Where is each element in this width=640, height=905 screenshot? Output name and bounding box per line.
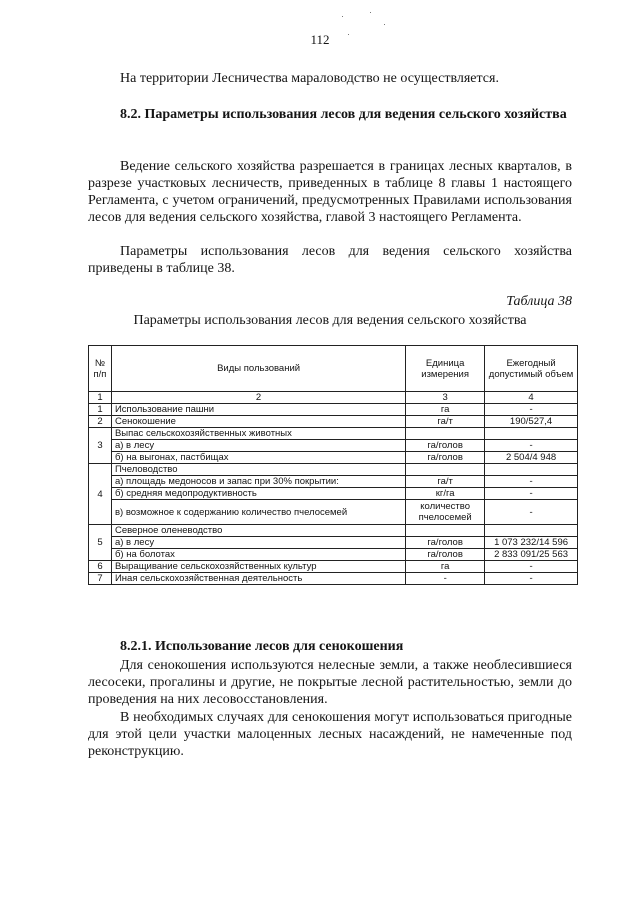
paragraph-haymaking-lands: Для сенокошения используются нелесные земли, а также необлесившиеся лесосеки, прогалины и другие, не покрытые лесной растительностью, земли до проведения на них лесовосстановления. — [88, 658, 572, 707]
row-value-empty — [485, 464, 578, 476]
index-cell: 4 — [485, 392, 578, 404]
row-name: Пчеловодство — [111, 464, 405, 476]
subrow-unit: га/голов — [406, 440, 485, 452]
row-value-empty — [485, 428, 578, 440]
header-unit: Единица измерения — [406, 346, 485, 392]
header-use-type: Виды пользований — [111, 346, 405, 392]
table-row — [89, 464, 578, 476]
row-value: - — [485, 573, 578, 585]
subrow-name: а) площадь медоносов и запас при 30% покрытии: — [111, 476, 405, 488]
table-subrow — [89, 488, 578, 500]
table-subrow — [89, 549, 578, 561]
table-subrow — [89, 500, 578, 525]
table-row — [89, 573, 578, 585]
table-row — [89, 416, 578, 428]
row-value: 190/527,4 — [485, 416, 578, 428]
section-heading-8-2-1: 8.2.1. Использование лесов для сенокошения — [120, 639, 404, 654]
agriculture-parameters-table — [88, 345, 578, 585]
row-value-empty — [485, 525, 578, 537]
row-number: 7 — [89, 573, 112, 585]
subrow-name: б) на выгонах, пастбищах — [111, 452, 405, 464]
table-subrow — [89, 537, 578, 549]
row-unit-empty — [406, 428, 485, 440]
subrow-name: б) на болотах — [111, 549, 405, 561]
table-subrow — [89, 440, 578, 452]
row-name: Сенокошение — [111, 416, 405, 428]
row-value: - — [485, 561, 578, 573]
row-number: 1 — [89, 404, 112, 416]
subrow-value: 2 833 091/25 563 — [485, 549, 578, 561]
index-cell: 2 — [111, 392, 405, 404]
subrow-unit: кг/га — [406, 488, 485, 500]
subrow-value: 1 073 232/14 596 — [485, 537, 578, 549]
subrow-unit: количество пчелосемей — [406, 500, 485, 525]
row-number: 3 — [89, 428, 112, 464]
row-unit: га — [406, 561, 485, 573]
subrow-unit: га/голов — [406, 452, 485, 464]
table-label: Таблица 38 — [506, 294, 572, 309]
row-number: 4 — [89, 464, 112, 525]
table-row — [89, 561, 578, 573]
table-title: Параметры использования лесов для ведения сельского хозяйства — [133, 313, 527, 328]
table-row — [89, 525, 578, 537]
header-annual-volume: Ежегодный допустимый объем — [485, 346, 578, 392]
subrow-name: а) в лесу — [111, 537, 405, 549]
paragraph-maral-breeding: На территории Лесничества мараловодство не осуществляется. — [120, 71, 499, 86]
row-name: Северное оленеводство — [111, 525, 405, 537]
subrow-value: - — [485, 500, 578, 525]
table-subrow — [89, 476, 578, 488]
row-number: 5 — [89, 525, 112, 561]
row-name: Использование пашни — [111, 404, 405, 416]
subrow-value: - — [485, 440, 578, 452]
row-unit: га — [406, 404, 485, 416]
table-row — [89, 428, 578, 440]
table-subrow — [89, 452, 578, 464]
row-unit-empty — [406, 464, 485, 476]
row-number: 6 — [89, 561, 112, 573]
page-number: 112 — [310, 32, 330, 47]
subrow-name: а) в лесу — [111, 440, 405, 452]
paragraph-agriculture-allowed: Ведение сельского хозяйства разрешается в границах лесных кварталов, в разрезе участковых лесничеств, приведенных в таблице 8 главы 1 настоящего Регламента, с учетом ограничений, предусмотренных Правилами использования лесов для ведения сельского хозяйства, главой 3 настоящего Регламента. — [88, 159, 572, 225]
subrow-unit: га/голов — [406, 537, 485, 549]
subrow-unit: га/голов — [406, 549, 485, 561]
paragraph-haymaking-plantations: В необходимых случаях для сенокошения могут использоваться пригодные для этой цели участки малоценных лесных насаждений, не намеченные под реконструкцию. — [88, 710, 572, 759]
row-unit: - — [406, 573, 485, 585]
row-name: Выпас сельскохозяйственных животных — [111, 428, 405, 440]
subrow-name: б) средняя медопродуктивность — [111, 488, 405, 500]
subrow-value: 2 504/4 948 — [485, 452, 578, 464]
table-header-row — [89, 346, 578, 392]
subrow-value: - — [485, 488, 578, 500]
row-unit: га/т — [406, 416, 485, 428]
row-name: Иная сельскохозяйственная деятельность — [111, 573, 405, 585]
header-number: № п/п — [89, 346, 112, 392]
table-row — [89, 404, 578, 416]
paragraph-parameters-ref: Параметры использования лесов для ведения сельского хозяйства приведены в таблице 38. — [88, 244, 572, 276]
row-unit-empty — [406, 525, 485, 537]
subrow-name: в) возможное к содержанию количество пчелосемей — [111, 500, 405, 525]
row-number: 2 — [89, 416, 112, 428]
row-name: Выращивание сельскохозяйственных культур — [111, 561, 405, 573]
subrow-value: - — [485, 476, 578, 488]
subrow-unit: га/т — [406, 476, 485, 488]
index-cell: 1 — [89, 392, 112, 404]
index-cell: 3 — [406, 392, 485, 404]
table-index-row — [89, 392, 578, 404]
row-value: - — [485, 404, 578, 416]
section-heading-8-2: 8.2. Параметры использования лесов для ведения сельского хозяйства — [120, 107, 567, 122]
